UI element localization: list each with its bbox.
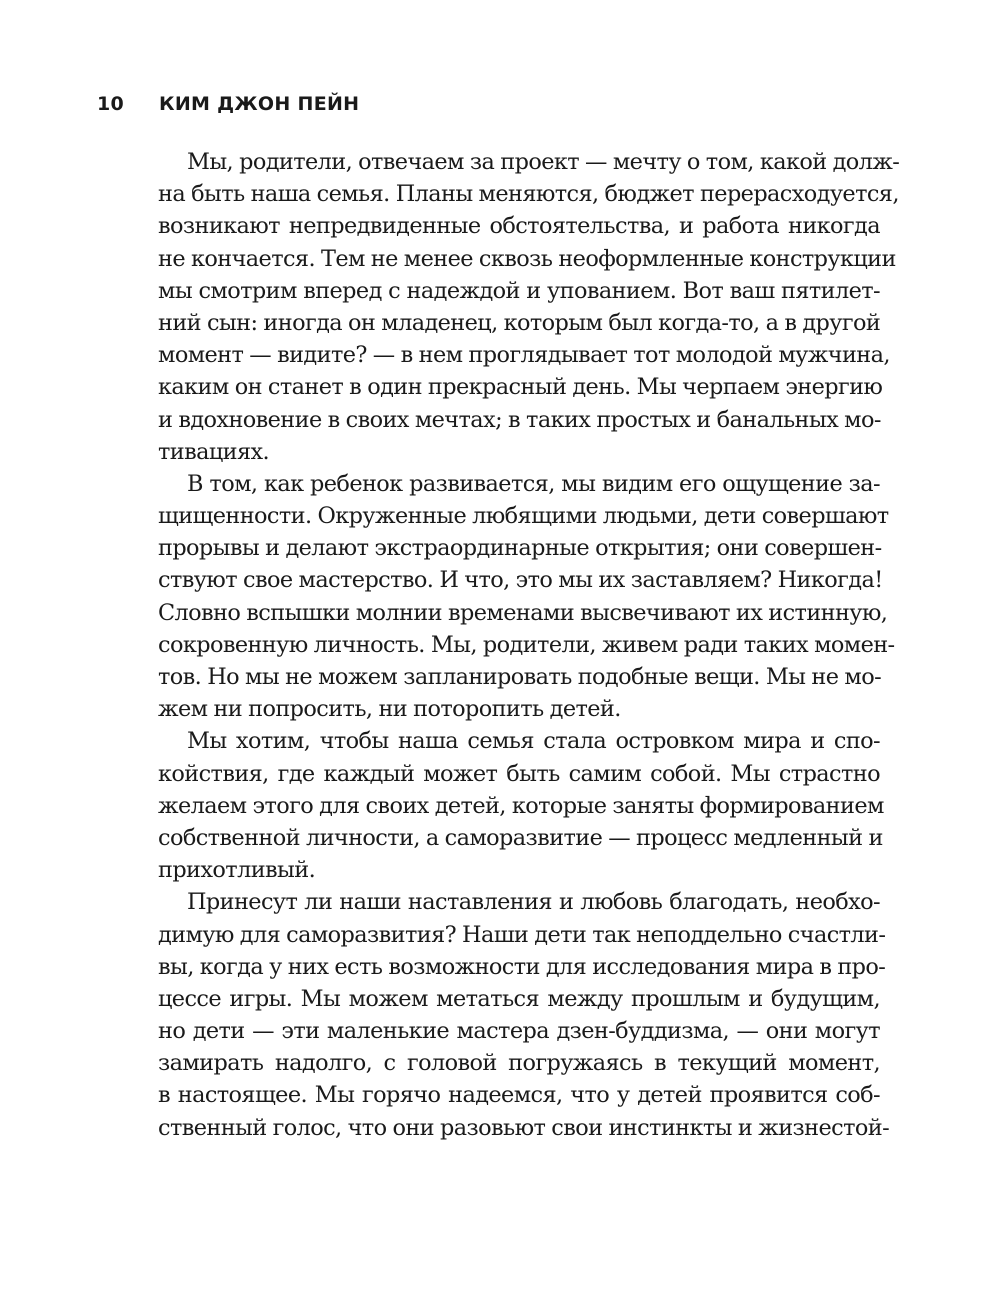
paragraph-1 (158, 146, 900, 468)
paragraph-4 (158, 886, 890, 1144)
text-line: собственной личности, а саморазвитие — процесс медленный и (158, 824, 883, 851)
text-line: жем ни попросить, ни поторопить детей. (158, 696, 621, 723)
paragraph-3 (158, 725, 884, 886)
text-line: прорывы и делают экстраординарные открытия; они совершен- (158, 535, 882, 562)
text-line: койствия, где каждый может быть самим собой. Мы страстно (158, 760, 880, 787)
text-line: тивациях. (158, 438, 270, 465)
text-line: каким он станет в один прекрасный день. Мы черпаем энергию (158, 374, 883, 401)
text-line: замирать надолго, с головой погружаясь в текущий момент, (158, 1050, 880, 1077)
running-head (97, 93, 359, 115)
text-line: Мы, родители, отвечаем за проект — мечту о том, какой долж- (187, 149, 900, 175)
text-line: мы смотрим вперед с надеждой и упованием. Вот ваш пятилет- (158, 277, 880, 304)
text-line: и вдохновение в своих мечтах; в таких простых и банальных мо- (158, 406, 881, 433)
text-line: Мы хотим, чтобы наша семья стала островком мира и спо- (187, 728, 880, 755)
text-line: щищенности. Окруженные любящими людьми, дети совершают (158, 503, 889, 530)
text-line: в настоящее. Мы горячо надеемся, что у детей проявится соб- (158, 1082, 880, 1109)
text-line: тов. Но мы не можем запланировать подобные вещи. Мы не мо- (158, 664, 882, 690)
text-line: но дети — эти маленькие мастера дзен-буддизма, — они могут (158, 1018, 880, 1045)
page-number: 10 (97, 93, 125, 115)
text-line: В том, как ребенок развивается, мы видим его ощущение за- (187, 470, 880, 497)
text-line: сокровенную личность. Мы, родители, живем ради таких момен- (158, 631, 895, 658)
text-line: Принесут ли наши наставления и любовь благодать, необхо- (187, 889, 880, 916)
text-line: прихотливый. (158, 857, 316, 884)
text-line: на быть наша семья. Планы меняются, бюджет перерасходуется, (158, 181, 899, 208)
text-line: момент — видите? — в нем проглядывает тот молодой мужчина, (158, 342, 890, 369)
text-line: ствуют свое мастерство. И что, это мы их заставляем? Никогда! (158, 567, 883, 594)
running-title: КИМ ДЖОН ПЕЙН (159, 93, 360, 115)
text-line: ственный голос, что они разовьют свои инстинкты и жизнестой- (158, 1114, 890, 1141)
text-line: возникают непредвиденные обстоятельства, и работа никогда (158, 213, 880, 240)
text-line: цессе игры. Мы можем метаться между прошлым и будущим, (158, 985, 880, 1012)
text-line: димую для саморазвития? Наши дети так неподдельно счастли- (158, 921, 886, 948)
text-line: ний сын: иногда он младенец, которым был когда-то, а в другой (158, 309, 881, 336)
body-text (158, 146, 900, 1144)
text-line: желаем этого для своих детей, которые заняты формированием (158, 792, 884, 819)
text-line: не кончается. Тем не менее сквозь неоформленные конструкции (158, 245, 896, 272)
text-line: Словно вспышки молнии временами высвечивают их истинную, (158, 599, 888, 626)
text-line: вы, когда у них есть возможности для исследования мира в про- (158, 953, 886, 980)
paragraph-2 (158, 468, 895, 726)
